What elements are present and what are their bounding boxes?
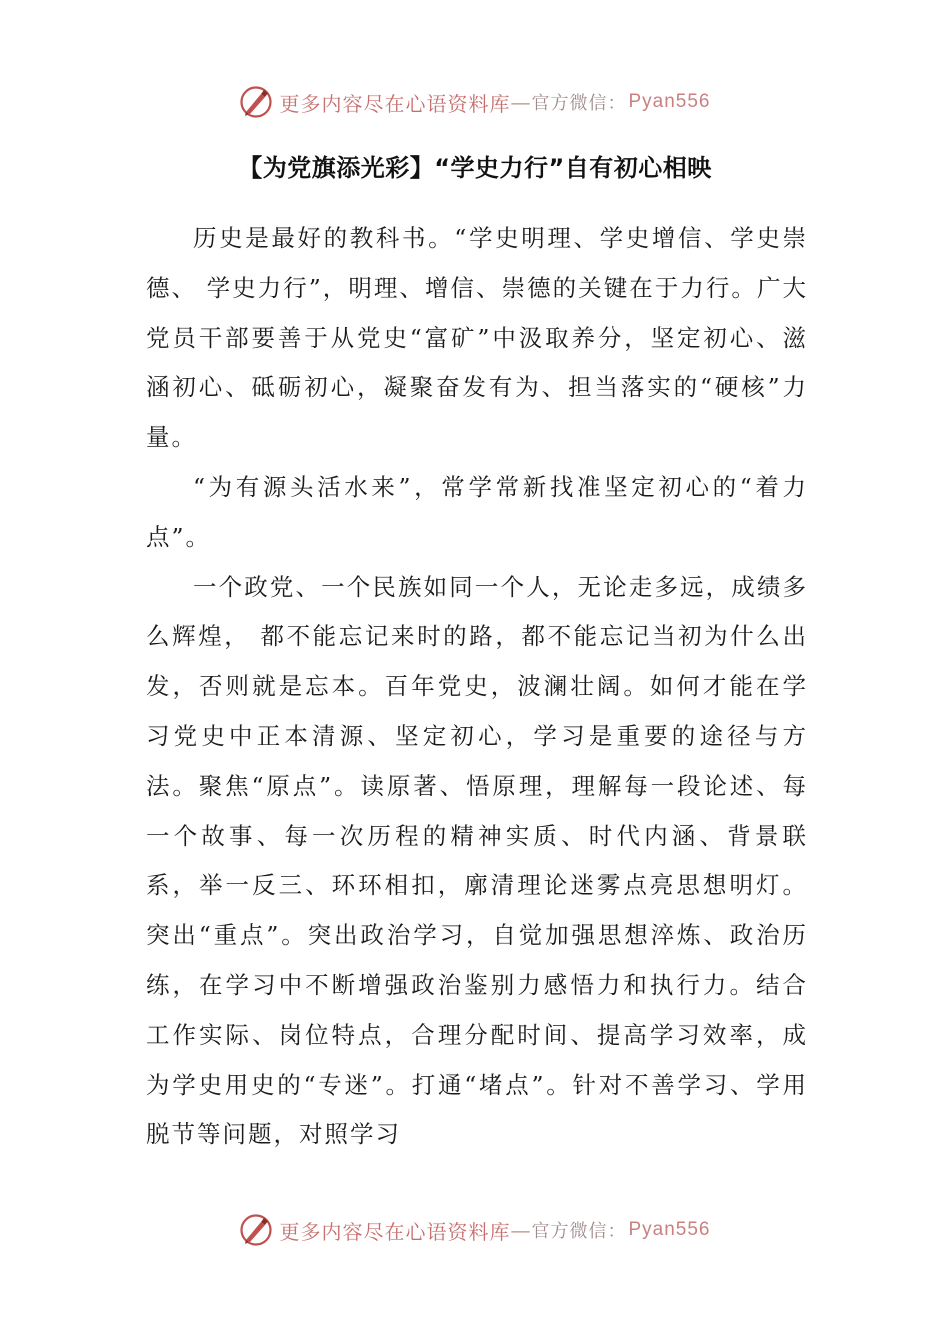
document-title: 【为党旗添光彩】“学史力行”自有初心相映 [238, 154, 712, 182]
watermark-wechat-label: 官方微信： [531, 93, 627, 114]
footer-watermark [0, 1210, 950, 1250]
paragraph: “为有源头活水来”，常学常新找准坚定初心的“着力点”。 [146, 472, 808, 551]
watermark-wechat-label: 官方微信： [531, 1221, 627, 1242]
document-body [146, 214, 808, 1160]
header-watermark [0, 82, 950, 122]
paragraph: 历史是最好的教科书。“学史明理、学史增信、学史崇德、 学史力行”，明理、增信、崇德的关键在于力行。广大党员干部要善于从党史“富矿”中汲取养分，坚定初心、滋涵初心、砥砺初心，凝聚奋发有为、担当落实的“硬核”力量。 [146, 224, 808, 452]
watermark-separator: — [510, 90, 532, 114]
paragraph: 一个政党、一个民族如同一个人，无论走多远，成绩多么辉煌， 都不能忘记来时的路，都不能忘记当初为什么出发，否则就是忘本。百年党史，波澜壮阔。如何才能在学习党史中正本清源、坚定初心，学习是重要的途径与方法。聚焦“原点”。读原著、悟原理，理解每一段论述、每一个故事、每一次历程的精神实质、时代内涵、背景联系，举一反三、环环相扣，廓清理论迷雾点亮思想明灯。突出“重点”。突出政治学习，自觉加强思想淬炼、政治历练，在学习中不断增强政治鉴别力感悟力和执行力。结合工作实际、岗位特点，合理分配时间、提高学习效率，成为学史用史的“专迷”。打通“堵点”。针对不善学习、学用脱节等问题，对照学习 [146, 572, 808, 1149]
watermark-main-text: 更多内容尽在心语资料库 [279, 1219, 511, 1244]
watermark-wechat-id: Pyan556 [628, 1219, 711, 1240]
pen-logo-icon [239, 1213, 273, 1247]
watermark-wechat-id: Pyan556 [628, 91, 711, 112]
watermark-separator: — [510, 1218, 532, 1242]
pen-logo-icon [239, 85, 273, 119]
watermark-main-text: 更多内容尽在心语资料库 [279, 91, 511, 116]
